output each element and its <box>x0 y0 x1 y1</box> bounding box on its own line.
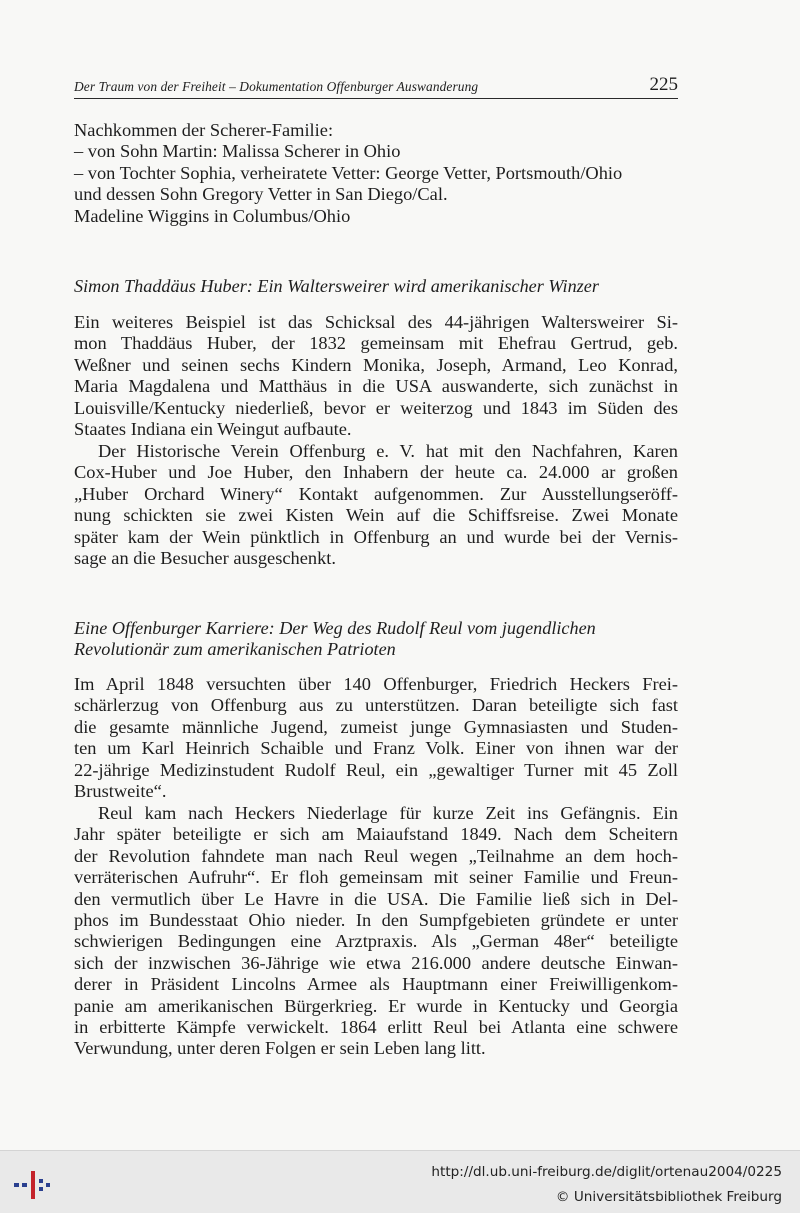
section1-paragraph-1 <box>74 312 678 440</box>
text-line: Reul kam nach Heckers Niederlage für kurze Zeit ins Gefängnis. Ein <box>98 803 678 823</box>
page-number: 225 <box>649 74 678 95</box>
text-line: – von Tochter Sophia, verheiratete Vetter: George Vetter, Portsmouth/Ohio <box>74 162 623 183</box>
intro-block <box>74 120 678 227</box>
text-line: ten um Karl Heinrich Schaible und Franz Volk. Einer von ihnen war der <box>74 738 678 759</box>
text-line: derer in Präsident Lincolns Armee als Hauptmann einer Freiwilligenkom- <box>74 974 678 995</box>
section-heading: Simon Thaddäus Huber: Ein Waltersweirer wird amerikanischer Winzer <box>74 276 599 296</box>
text-line: in erbitterte Kämpfe verwickelt. 1864 erlitt Reul bei Atlanta eine schwere <box>74 1016 678 1037</box>
text-line: Ein weiteres Beispiel ist das Schicksal des 44-jährigen Waltersweirer Si- <box>74 312 678 332</box>
text-line: panie am amerikanischen Bürgerkrieg. Er wurde in Kentucky und Georgia <box>74 995 678 1016</box>
text-line: Madeline Wiggins in Columbus/Ohio <box>74 205 351 226</box>
text-line: – von Sohn Martin: Malissa Scherer in Ohio <box>74 141 401 162</box>
ub-freiburg-logo-icon <box>12 1163 52 1203</box>
text-line: 22-jährige Medizinstudent Rudolf Reul, ein „gewaltiger Turner mit 45 Zoll <box>74 759 678 780</box>
running-header-title: Der Traum von der Freiheit – Dokumentation Offenburger Auswanderung <box>74 79 479 94</box>
text-line: schärlerzug von Offenburg aus zu unterstützen. Daran beteiligte sich fast <box>74 695 678 716</box>
text-line: Nachkommen der Scherer-Familie: <box>74 120 334 140</box>
text-line: phos im Bundesstaat Ohio nieder. In den Sumpfgebieten gründete er unter <box>74 909 678 930</box>
text-line: Maria Magdalena und Matthäus in die USA auswanderte, sich zunächst in <box>74 376 678 397</box>
source-url-link[interactable]: http://dl.ub.uni-freiburg.de/diglit/ortenau2004/0225 <box>431 1164 782 1180</box>
text-line: die gesamte männliche Jugend, zumeist junge Gymnasiasten und Studen- <box>74 716 678 737</box>
text-line: Louisville/Kentucky niederließ, bevor er weiterzog und 1843 im Süden des <box>74 397 678 418</box>
text-line: Verwundung, unter deren Folgen er sein Leben lang litt. <box>74 1038 486 1059</box>
text-line: der Revolution fahndete man nach Reul wegen „Teilnahme an dem hoch- <box>74 845 678 866</box>
text-line: Cox-Huber und Joe Huber, den Inhabern der heute ca. 24.000 ar großen <box>74 462 678 483</box>
text-line: schwierigen Bedingungen eine Arztpraxis. Als „German 48er“ beteiligte <box>74 931 678 952</box>
text-line: und dessen Sohn Gregory Vetter in San Diego/Cal. <box>74 184 448 205</box>
copyright-notice: © Universitätsbibliothek Freiburg <box>555 1189 782 1205</box>
section-heading <box>74 618 678 661</box>
text-line: verräterischen Aufruhr“. Er floh gemeinsam mit seiner Familie und Freun- <box>74 867 678 888</box>
section2-paragraph-1 <box>74 674 678 802</box>
text-line: mon Thaddäus Huber, der 1832 gemeinsam mit Ehefrau Gertrud, geb. <box>74 333 678 354</box>
section-heading-line: Eine Offenburger Karriere: Der Weg des Rudolf Reul vom jugendlichen <box>74 618 596 638</box>
text-line: Der Historische Verein Offenburg e. V. hat mit den Nachfahren, Karen <box>98 441 678 461</box>
text-line: Im April 1848 versuchten über 140 Offenburger, Friedrich Heckers Frei- <box>74 674 678 694</box>
text-line: Weßner und seinen sechs Kindern Monika, Joseph, Armand, Leo Konrad, <box>74 354 678 375</box>
text-line: Brustweite“. <box>74 780 167 801</box>
text-line: Staates Indiana ein Weingut aufbaute. <box>74 418 352 439</box>
text-line: nung schickten sie zwei Kisten Wein auf die Schiffsreise. Zwei Monate <box>74 505 678 526</box>
section2-paragraph-2 <box>74 803 678 1060</box>
text-line: sage an die Besucher ausgeschenkt. <box>74 547 336 568</box>
text-line: später kam der Wein pünktlich in Offenburg an und wurde bei der Vernis- <box>74 526 678 547</box>
text-line: „Huber Orchard Winery“ Kontakt aufgenommen. Zur Ausstellungseröff- <box>74 483 678 504</box>
text-line: sich der inzwischen 36-Jährige wie etwa 216.000 andere deutsche Einwan- <box>74 952 678 973</box>
text-line: den vermutlich über Le Havre in die USA. Die Familie ließ sich in Del- <box>74 888 678 909</box>
section1-paragraph-2 <box>74 441 678 569</box>
viewer-footer <box>0 1150 800 1213</box>
running-header <box>74 76 678 99</box>
section-heading-line: Revolutionär zum amerikanischen Patrioten <box>74 639 396 660</box>
text-line: Jahr später beteiligte er sich am Maiaufstand 1849. Nach dem Scheitern <box>74 824 678 845</box>
